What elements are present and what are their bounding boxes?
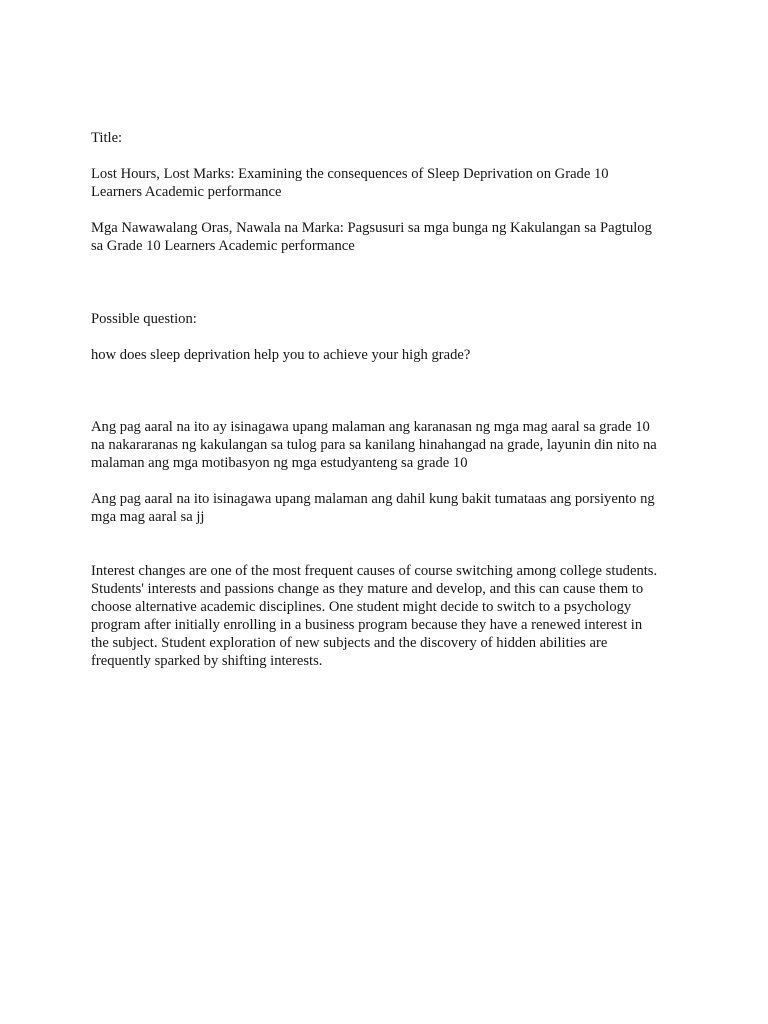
title-label <box>91 129 681 147</box>
paragraph-line: na nakararanas ng kakulangan sa tulog para sa kanilang hinahangad na grade, layunin din nito na <box>91 437 657 453</box>
question-line: how does sleep deprivation help you to achieve your high grade? <box>91 347 471 363</box>
question-text <box>91 346 681 364</box>
title-english-line: Lost Hours, Lost Marks: Examining the consequences of Sleep Deprivation on Grade 10 <box>91 166 609 182</box>
title-english <box>91 165 681 201</box>
paragraph-line: malaman ang mga motibasyon ng mga estudyanteng sa grade 10 <box>91 455 468 471</box>
interest-paragraph <box>91 562 681 670</box>
paragraph-line: program after initially enrolling in a business program because they have a renewed interest in <box>91 617 643 633</box>
filipino-paragraph-1 <box>91 418 681 472</box>
paragraph-line: Interest changes are one of the most frequent causes of course switching among college students. <box>91 563 658 579</box>
paragraph-line: mga mag aaral sa jj <box>91 509 205 525</box>
paragraph-line: choose alternative academic disciplines. One student might decide to switch to a psychology <box>91 599 632 615</box>
question-label-text: Possible question: <box>91 311 197 327</box>
paragraph-line: Students' interests and passions change as they mature and develop, and this can cause them to <box>91 581 644 597</box>
paragraph-line: Ang pag aaral na ito isinagawa upang malaman ang dahil kung bakit tumataas ang porsiyento ng <box>91 491 655 507</box>
paragraph-line: the subject. Student exploration of new subjects and the discovery of hidden abilities are <box>91 635 608 651</box>
title-label-text: Title: <box>91 130 123 146</box>
title-english-line: Learners Academic performance <box>91 184 282 200</box>
title-filipino <box>91 219 681 255</box>
title-filipino-line: Mga Nawawalang Oras, Nawala na Marka: Pagsusuri sa mga bunga ng Kakulangan sa Pagtulog <box>91 220 652 236</box>
paragraph-line: Ang pag aaral na ito ay isinagawa upang malaman ang karanasan ng mga mag aaral sa grade 10 <box>91 419 650 435</box>
filipino-paragraph-2 <box>91 490 681 526</box>
paragraph-line: frequently sparked by shifting interests. <box>91 653 323 669</box>
title-filipino-line: sa Grade 10 Learners Academic performance <box>91 238 355 254</box>
question-label <box>91 310 681 328</box>
